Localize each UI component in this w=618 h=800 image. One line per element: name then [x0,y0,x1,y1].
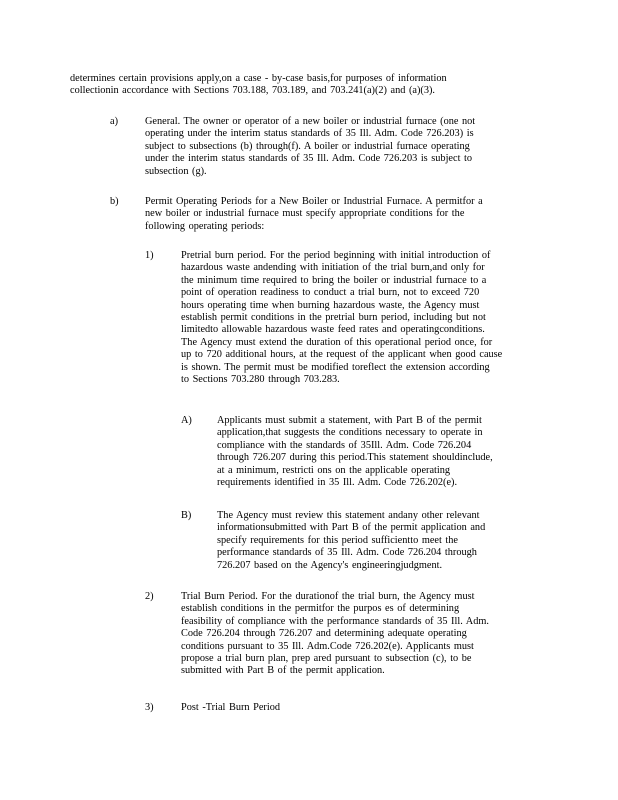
text-line: The Agency must extend the duration of this operational period once, for [181,336,493,348]
item-b3-paragraph [181,702,381,714]
text-line: propose a trial burn plan, prep ared pursuant to subsection (c), to be [181,653,472,665]
text-line: operating under the interim status standards of 35 Ill. Adm. Code 726.203) is [145,128,474,140]
item-a-paragraph [145,116,518,178]
item-b-paragraph [145,196,530,233]
text-line: collectionin accordance with Sections 703.188, 703.189, and 703.241(a)(2) and (a)(3). [70,85,435,97]
text-line: hazardous waste andending with initiation of the trial burn,and only for [181,262,485,274]
item-b1-paragraph [181,250,536,386]
text-line: Post -Trial Burn Period [181,702,281,713]
text-line: application,that suggests the conditions necessary to operate in [217,427,483,439]
text-line: hours operating time when burning hazardous waste, the Agency must [181,299,480,311]
text-line: to Sections 703.280 through 703.283. [181,374,340,386]
text-line: Trial Burn Period. For the durationof the trial burn, the Agency must [181,591,475,602]
text-line: following operating periods: [145,220,265,232]
text-line: informationsubmitted with Part B of the permit application and [217,522,486,534]
text-line: specify requirements for this period sufficientto meet the [217,534,458,546]
text-line: Code 726.204 through 726.207 and determining adequate operating [181,628,467,640]
item-b2-marker: 2) [145,591,154,602]
text-line: determines certain provisions apply,on a case - by-case basis,for purposes of information [70,73,447,84]
text-line: submitted with Part B of the permit application. [181,665,385,677]
text-line: subject to subsections (b) through(f). A boiler or industrial furnace operating [145,140,470,152]
text-line: feasibility of compliance with the performance standards of 35 Ill. Adm. [181,615,489,627]
text-line: establish permit conditions in the pretrial burn period, including but not [181,312,486,324]
intro-paragraph [70,73,490,98]
item-b1B-paragraph [217,510,520,572]
item-a-marker: a) [110,116,118,127]
text-line: subsection (g). [145,165,207,177]
item-b1B-marker: B) [181,510,192,521]
text-line: limitedto allowable hazardous waste feed rates and operatingconditions. [181,324,485,336]
text-line: 726.207 based on the Agency's engineeringjudgment. [217,559,443,571]
item-b-marker: b) [110,196,119,207]
text-line: conditions pursuant to 35 Ill. Adm.Code 726.202(e). Applicants must [181,640,474,652]
text-line: point of operation readiness to conduct a trial burn, not to exceed 720 [181,287,480,299]
text-line: at a minimum, restricti ons on the applicable operating [217,464,451,476]
text-line: compliance with the standards of 35Ill. Adm. Code 726.204 [217,439,472,451]
text-line: General. The owner or operator of a new boiler or industrial furnace (one not [145,116,476,127]
text-line: under the interim status standards of 35 Ill. Adm. Code 726.203 is subject to [145,153,473,165]
text-line: Pretrial burn period. For the period beginning with initial introduction of [181,250,491,261]
text-line: performance standards of 35 Ill. Adm. Code 726.204 through [217,547,477,559]
item-b3-marker: 3) [145,702,154,713]
item-b2-paragraph [181,591,528,678]
text-line: Permit Operating Periods for a New Boiler or Industrial Furnace. A permitfor a [145,196,483,207]
text-line: up to 720 additional hours, at the request of the applicant when good cause [181,349,503,361]
item-b1A-marker: A) [181,415,192,426]
text-line: new boiler or industrial furnace must specify appropriate conditions for the [145,208,465,220]
text-line: is shown. The permit must be modified toreflect the extension according [181,361,490,373]
text-line: Applicants must submit a statement, with Part B of the permit [217,415,482,426]
text-line: the minimum time required to bring the boiler or industrial furnace to a [181,274,487,286]
text-line: establish conditions in the permitfor the purpos es of determining [181,603,460,615]
text-line: The Agency must review this statement andany other relevant [217,510,480,521]
text-line: through 726.207 during this period.This statement shouldinclude, [217,452,493,464]
text-line: requirements identified in 35 Ill. Adm. Code 726.202(e). [217,477,458,489]
item-b1-marker: 1) [145,250,154,261]
item-b1A-paragraph [217,415,520,489]
